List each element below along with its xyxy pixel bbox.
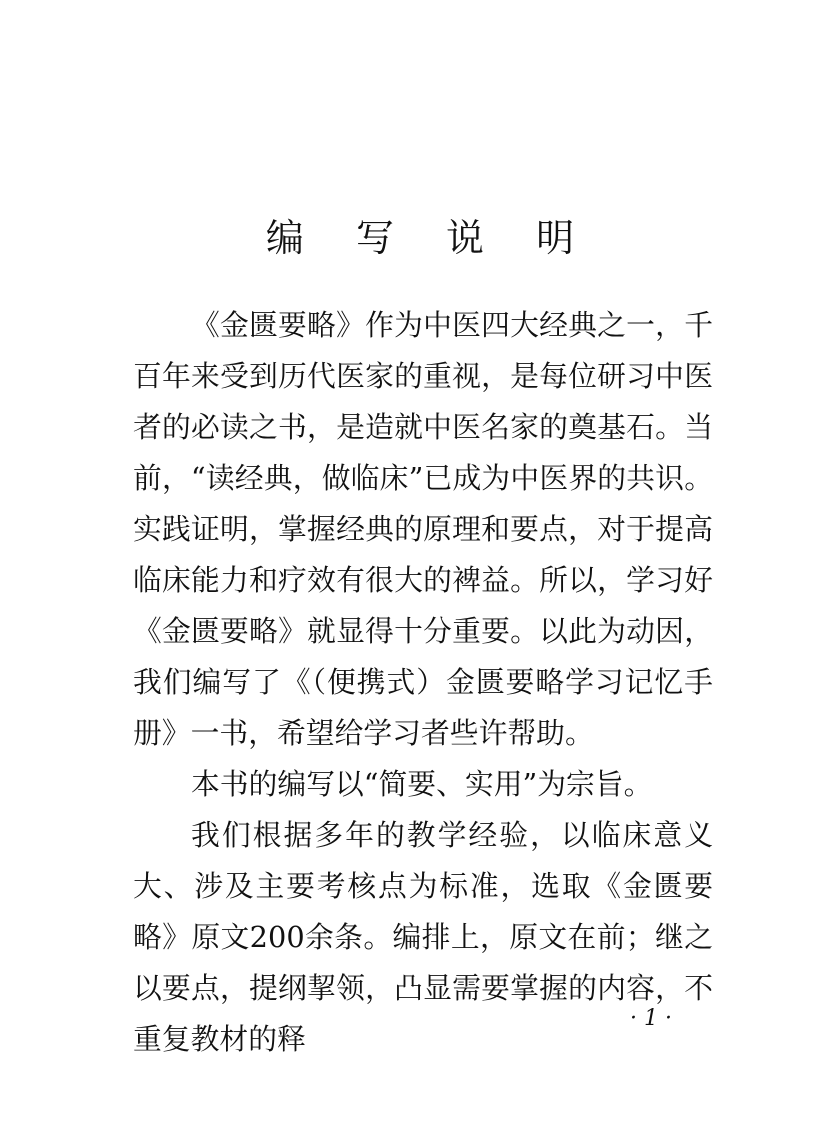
page-title: 编 写 说 明: [265, 216, 595, 260]
paragraph-intro: 《金匮要略》作为中医四大经典之一，千百年来受到历代医家的重视，是每位研习中医者的必读之书，是造就中医名家的奠基石。当前，“读经典，做临床”已成为中医界的共识。实践证明，掌握经典的原理和要点，对于提高临床能力和疗效有很大的裨益。所以，学习好《金匮要略》就显得十分重要。以此为动因，我们编写了《（便携式）金匮要略学习记忆手册》一书，希望给学习者些许帮助。: [133, 308, 713, 750]
body-text: [133, 300, 713, 1065]
page-number: · 1 ·: [630, 1006, 672, 1031]
paragraph-method: 我们根据多年的教学经验，以临床意义大、涉及主要考核点为标准，选取《金匮要略》原文200余条。编排上，原文在前；继之以要点，提纲挈领，凸显需要掌握的内容，不重复教材的释: [133, 818, 713, 1056]
paragraph-purpose: 本书的编写以“简要、实用”为宗旨。: [191, 767, 653, 801]
